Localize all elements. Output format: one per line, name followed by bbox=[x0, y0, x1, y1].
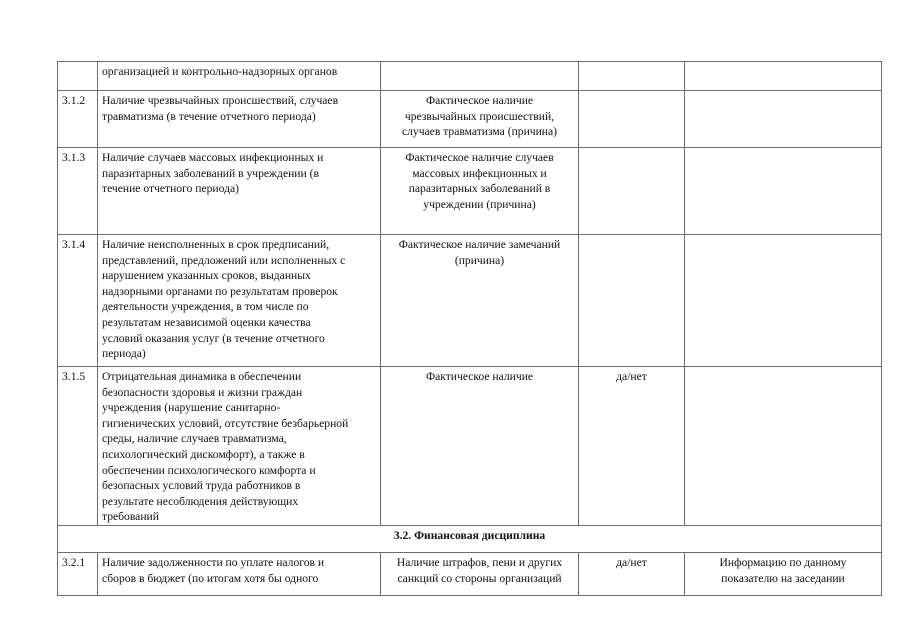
unit-text: да/нет bbox=[579, 552, 685, 595]
note-text bbox=[685, 235, 882, 367]
evidence-text: Фактическое наличие чрезвычайных происшествий, случаев травматизма (причина) bbox=[381, 91, 579, 148]
unit-text bbox=[579, 148, 685, 235]
unit-text bbox=[579, 62, 685, 91]
table-row bbox=[58, 91, 882, 148]
evidence-text: Фактическое наличие случаев массовых инфекционных и паразитарных заболеваний в учреждении (причина) bbox=[381, 148, 579, 235]
row-number: 3.1.4 bbox=[58, 235, 98, 367]
evidence-text: Наличие штрафов, пени и других санкций со стороны организаций bbox=[381, 552, 579, 595]
unit-text bbox=[579, 91, 685, 148]
table-row bbox=[58, 552, 882, 595]
criterion-text: Наличие чрезвычайных происшествий, случаев травматизма (в течение отчетного периода) bbox=[98, 91, 381, 148]
criterion-text: Наличие случаев массовых инфекционных и паразитарных заболеваний в учреждении (в течение отчетного периода) bbox=[98, 148, 381, 235]
row-number: 3.1.2 bbox=[58, 91, 98, 148]
criterion-text: Отрицательная динамика в обеспечении безопасности здоровья и жизни граждан учреждения (нарушение санитарно- гигиенических условий, отсутствие безбарьерной среды, наличие случаев травматизма, психологический дискомфорт), а также в обеспечении психологического комфорта и безопасных условий труда работников в результате несоблюдения действующих требований bbox=[98, 367, 381, 526]
evidence-text: Фактическое наличие замечаний (причина) bbox=[381, 235, 579, 367]
table-row bbox=[58, 235, 882, 367]
table-row bbox=[58, 148, 882, 235]
note-text: Информацию по данному показателю на заседании bbox=[685, 552, 882, 595]
section-title: 3.2. Финансовая дисциплина bbox=[58, 525, 882, 552]
unit-text: да/нет bbox=[579, 367, 685, 526]
criteria-table bbox=[57, 61, 882, 596]
row-number: 3.1.5 bbox=[58, 367, 98, 526]
criterion-text: организацией и контрольно-надзорных органов bbox=[98, 62, 381, 91]
section-row bbox=[58, 525, 882, 552]
row-number: 3.1.3 bbox=[58, 148, 98, 235]
row-number bbox=[58, 62, 98, 91]
note-text bbox=[685, 367, 882, 526]
evidence-text bbox=[381, 62, 579, 91]
row-number: 3.2.1 bbox=[58, 552, 98, 595]
unit-text bbox=[579, 235, 685, 367]
table-row bbox=[58, 62, 882, 91]
criterion-text: Наличие задолженности по уплате налогов и сборов в бюджет (по итогам хотя бы одного bbox=[98, 552, 381, 595]
note-text bbox=[685, 148, 882, 235]
evidence-text: Фактическое наличие bbox=[381, 367, 579, 526]
table-row bbox=[58, 367, 882, 526]
note-text bbox=[685, 62, 882, 91]
criterion-text: Наличие неисполненных в срок предписаний, представлений, предложений или исполненных с нарушением указанных сроков, выданных надзорными органами по результатам проверок деятельности учреждения, в том числе по результатам независимой оценки качества условий оказания услуг (в течение отчетного периода) bbox=[98, 235, 381, 367]
note-text bbox=[685, 91, 882, 148]
